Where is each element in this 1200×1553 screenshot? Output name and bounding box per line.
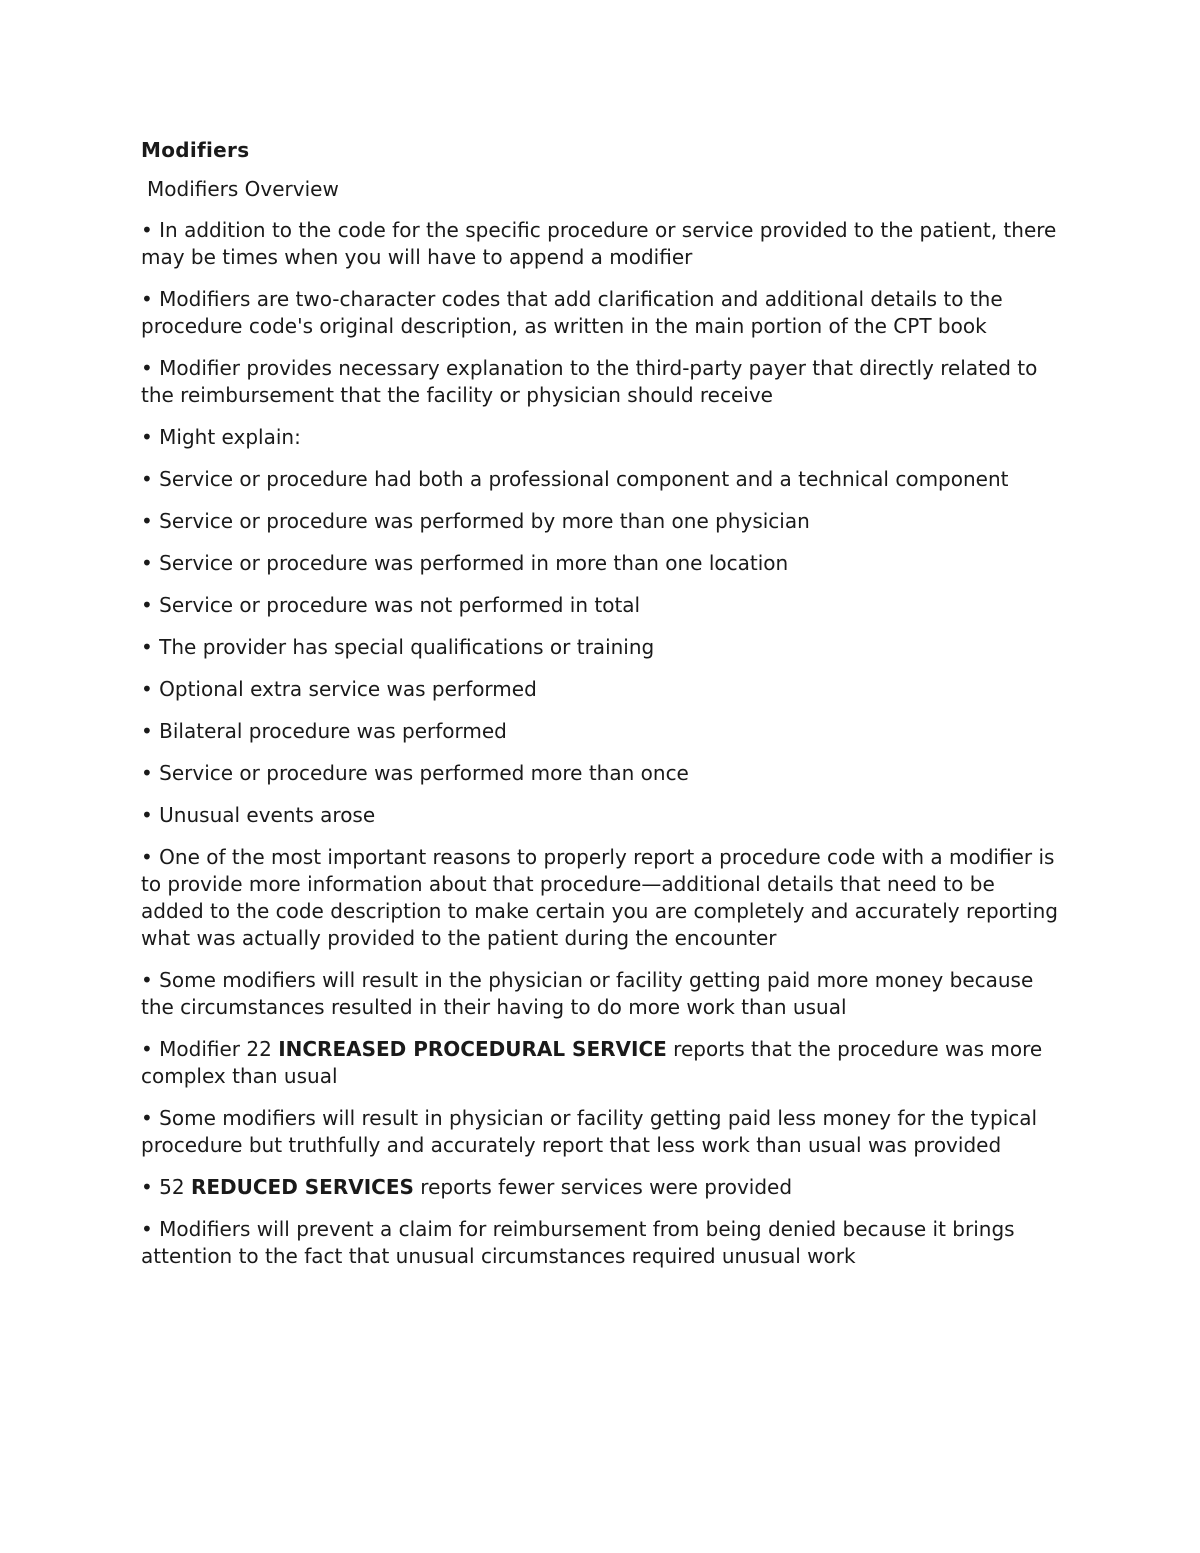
paragraph-text: 52 [159,1175,191,1199]
bullet-paragraph [141,466,1061,493]
bullet-marker: • [141,356,160,380]
paragraph-text: Modifiers are two-character codes that add clarification and additional details to the procedure code's original description, as written in the main portion of the CPT book [141,287,1003,338]
bullet-marker: • [141,467,160,491]
bullet-paragraph [141,217,1061,271]
bullet-paragraph [141,967,1061,1021]
bullet-marker: • [141,1037,160,1061]
bullet-marker: • [141,1106,160,1130]
bullet-marker: • [141,509,160,533]
paragraph-text: In addition to the code for the specific procedure or service provided to the patient, there may be times when you will have to append a modifier [141,218,1057,269]
modifier-name: INCREASED PROCEDURAL SERVICE [278,1037,667,1061]
bullet-marker: • [141,218,160,242]
bullet-marker: • [141,287,160,311]
bullet-marker: • [141,593,160,617]
paragraph-text: Modifier provides necessary explanation to the third-party payer that directly related to the reimbursement that the facility or physician should receive [141,356,1038,407]
bullet-marker: • [141,1175,160,1199]
bullet-paragraph [141,718,1061,745]
paragraph-text: Modifier 22 [159,1037,279,1061]
bullet-paragraph [141,844,1061,952]
bullet-paragraph [141,508,1061,535]
bullet-marker: • [141,1217,160,1241]
document-title: Modifiers [141,138,250,162]
paragraph-text: Service or procedure had both a professional component and a technical component [159,467,1009,491]
bullet-marker: • [141,677,160,701]
paragraph-text: Optional extra service was performed [159,677,537,701]
bullet-paragraph [141,1174,1061,1201]
paragraph-text: The provider has special qualifications or training [159,635,655,659]
bullet-paragraph [141,760,1061,787]
paragraph-text: Service or procedure was not performed in total [159,593,641,617]
paragraph-text: One of the most important reasons to properly report a procedure code with a modifier is to provide more information about that procedure—additional details that need to be added to the code description to make certain you are completely and accurately reporting what was actually provided to the patient during the encounter [141,845,1058,950]
bullet-marker: • [141,761,160,785]
bullet-paragraph [141,1216,1061,1270]
paragraph-text: Might explain: [159,425,301,449]
bullet-marker: • [141,425,160,449]
bullet-paragraph [141,1105,1061,1159]
paragraph-text: Some modifiers will result in the physician or facility getting paid more money because the circumstances resulted in their having to do more work than usual [141,968,1034,1019]
modifier-name: REDUCED SERVICES [190,1175,414,1199]
paragraph-text: Service or procedure was performed in more than one location [159,551,789,575]
paragraph-text: Bilateral procedure was performed [159,719,507,743]
bullet-paragraph [141,355,1061,409]
bullet-marker: • [141,968,160,992]
paragraph-text: Some modifiers will result in physician or facility getting paid less money for the typical procedure but truthfully and accurately report that less work than usual was provided [141,1106,1038,1157]
bullet-marker: • [141,635,160,659]
bullet-paragraph [141,676,1061,703]
paragraph-text: reports that the procedure was more complex than usual [141,1037,1043,1088]
paragraph-text: Service or procedure was performed by more than one physician [159,509,810,533]
bullet-paragraph [141,634,1061,661]
document-subtitle: Modifiers Overview [147,177,339,201]
paragraph-list [141,217,1061,1270]
bullet-marker: • [141,803,160,827]
bullet-paragraph [141,550,1061,577]
bullet-marker: • [141,719,160,743]
paragraph-text: Service or procedure was performed more than once [159,761,689,785]
paragraph-text: reports fewer services were provided [413,1175,793,1199]
paragraph-text: Modifiers will prevent a claim for reimbursement from being denied because it brings attention to the fact that unusual circumstances required unusual work [141,1217,1015,1268]
bullet-paragraph [141,286,1061,340]
bullet-paragraph [141,1036,1061,1090]
bullet-paragraph [141,802,1061,829]
bullet-paragraph [141,592,1061,619]
document-page [141,138,1061,1285]
bullet-marker: • [141,845,160,869]
paragraph-text: Unusual events arose [159,803,376,827]
bullet-paragraph [141,424,1061,451]
bullet-marker: • [141,551,160,575]
